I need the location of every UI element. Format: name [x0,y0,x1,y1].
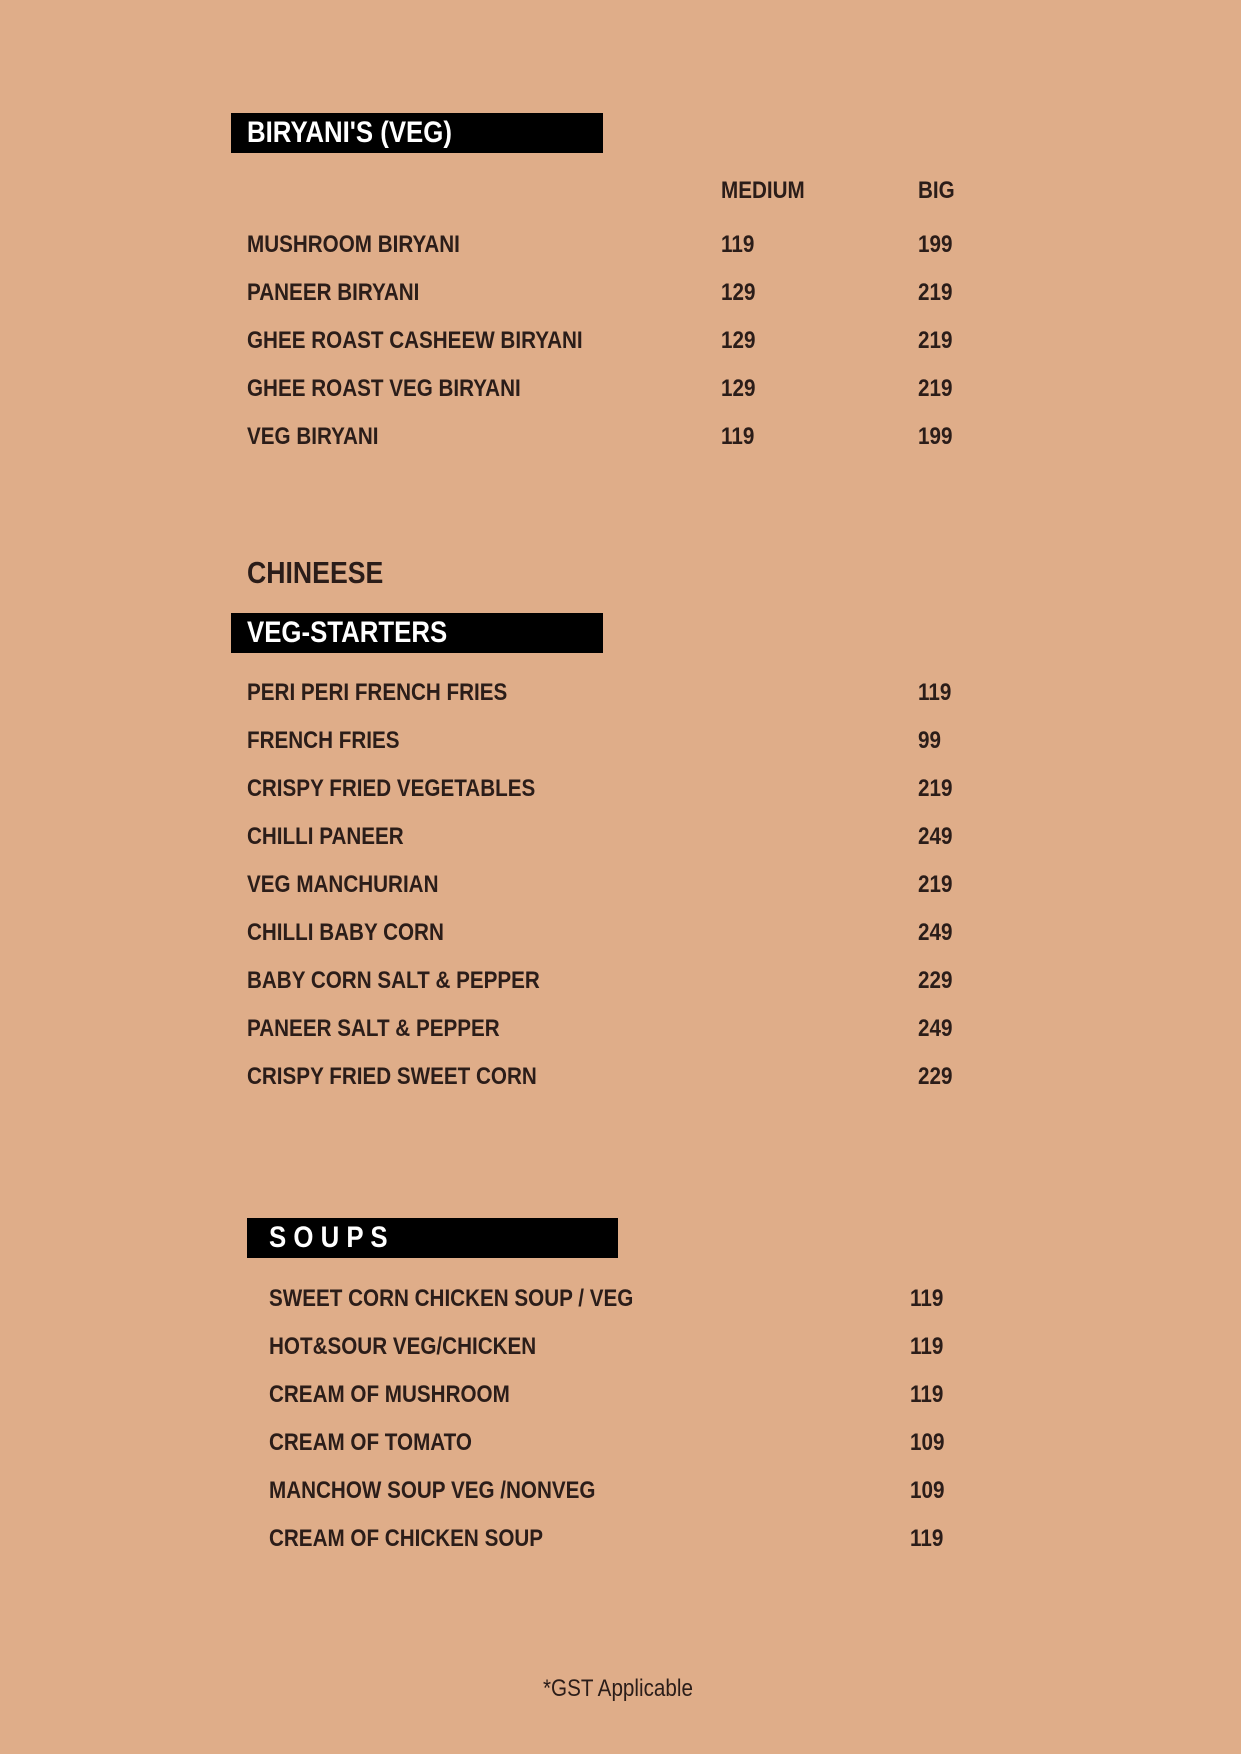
item-name: GHEE ROAST VEG BIRYANI [247,375,521,402]
item-price: 229 [918,1063,953,1090]
item-name: CHILLI PANEER [247,823,404,850]
biryani-heading-bar [231,113,603,153]
item-name: GHEE ROAST CASHEEW BIRYANI [247,327,583,354]
item-price-big: 219 [918,327,953,354]
item-price: 229 [918,967,953,994]
item-name: SWEET CORN CHICKEN SOUP / VEG [269,1285,634,1312]
column-header-big: BIG [918,177,955,204]
gst-note: *GST Applicable [543,1675,693,1702]
item-price: 249 [918,823,953,850]
item-name: CREAM OF CHICKEN SOUP [269,1525,544,1552]
veg-starters-heading-bar [231,613,603,653]
item-price: 109 [910,1477,945,1504]
item-price: 249 [918,1015,953,1042]
item-name: MANCHOW SOUP VEG /NONVEG [269,1477,596,1504]
item-name: PERI PERI FRENCH FRIES [247,679,508,706]
soups-heading-bar [247,1218,618,1258]
biryani-heading: BIRYANI'S (VEG) [247,116,452,149]
item-price-medium: 129 [721,279,756,306]
item-price: 119 [910,1333,944,1360]
column-header-medium: MEDIUM [721,177,805,204]
item-price: 109 [910,1429,945,1456]
item-name: PANEER SALT & PEPPER [247,1015,500,1042]
item-price-medium: 119 [721,423,755,450]
item-price-medium: 129 [721,327,756,354]
item-name: VEG BIRYANI [247,423,379,450]
item-price: 219 [918,775,953,802]
item-name: HOT&SOUR VEG/CHICKEN [269,1333,537,1360]
item-name: CRISPY FRIED SWEET CORN [247,1063,537,1090]
item-name: CHILLI BABY CORN [247,919,444,946]
item-name: CREAM OF TOMATO [269,1429,472,1456]
soups-heading: S O U P S [269,1221,388,1254]
item-price-medium: 129 [721,375,756,402]
item-name: CRISPY FRIED VEGETABLES [247,775,536,802]
item-price-big: 199 [918,423,953,450]
veg-starters-heading: VEG-STARTERS [247,616,448,649]
item-price: 119 [910,1381,944,1408]
item-price: 249 [918,919,953,946]
item-price-medium: 119 [721,231,755,258]
item-price: 219 [918,871,953,898]
item-price: 119 [910,1525,944,1552]
item-price: 119 [910,1285,944,1312]
chinese-title: CHINEESE [247,555,384,590]
item-name: PANEER BIRYANI [247,279,420,306]
item-price-big: 199 [918,231,953,258]
item-name: MUSHROOM BIRYANI [247,231,460,258]
item-price-big: 219 [918,279,953,306]
item-name: FRENCH FRIES [247,727,400,754]
item-name: VEG MANCHURIAN [247,871,439,898]
item-price-big: 219 [918,375,953,402]
item-price: 99 [918,727,941,754]
item-price: 119 [918,679,952,706]
item-name: CREAM OF MUSHROOM [269,1381,510,1408]
item-name: BABY CORN SALT & PEPPER [247,967,540,994]
